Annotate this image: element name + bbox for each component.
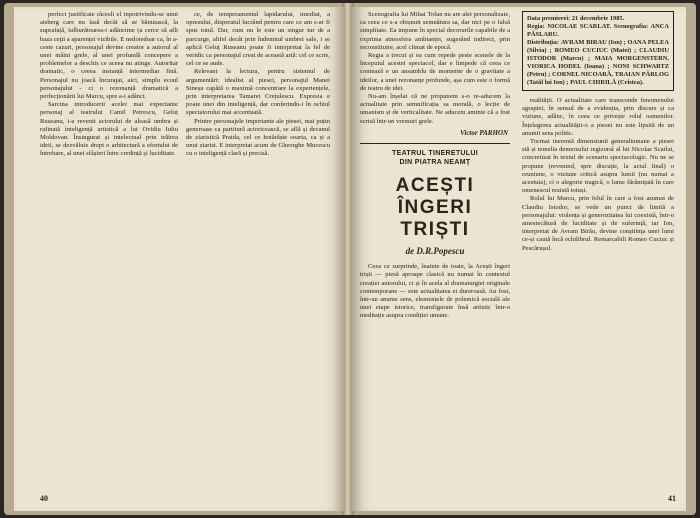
left-page — [14, 7, 344, 511]
credits-box — [522, 11, 674, 91]
paragraph: Nu-am înșelat că ne propunem s-o re-aducem la actualitate prin semnificația sa morală, o lecție de umanism și de verticalitate. Ne aducem aminte că a fost scrisă într-un vremuri grele. — [360, 93, 510, 125]
cast-label: Distribuția: — [527, 39, 559, 46]
theatre-line: TEATRUL TINERETULUI — [392, 150, 478, 158]
paragraph: Scenografia lui Mihai Tofan nu are alei personalizate, ca ceea ce s-a obișnuit semnătura sa, dar nici pe o falsă simplitate. Ea impune în special decorurile capabile de a exprima atmosfera ambianței, sugerând indirect, prin reconstituire, acel climat de epocă. — [360, 11, 510, 51]
direction-value: NICOLAE SCARLAT. Scenografia: ANCA PĂSLARU. — [527, 23, 669, 38]
premiere-label: Data premierei: — [527, 15, 571, 22]
section-divider — [360, 143, 510, 144]
cast-line — [527, 39, 669, 87]
play-title-line: ACEȘTI ÎNGERI — [395, 175, 475, 219]
paragraph: ce, de temperamentul lapidarului, imediat, a opresului, disperatul lucrând pentru care ce am s-ar fi spus totul. Dar, cum nu le este un singur tur de a parcurge, altfel decât prin îndemnul umbrei sale, i se aplică Geluț Ruseanu poate fi interpretat la fel de veridic ca personajul creat de această artă: cel ce scrie, cel ce se aude. — [186, 11, 330, 68]
right-column-2 — [522, 11, 674, 495]
play-title — [360, 175, 510, 241]
theatre-name — [360, 149, 510, 167]
theatre-line: DIN PIATRA NEAMȚ — [399, 159, 471, 167]
paragraph: Relevant la lectura, pentru sistemul de argumentări: idealist al piesei, personajul Manei Sineșu capătă o maximă concentrare la experiențele, prin interpretarea Tamarei Crețulescu. Expresia e poate unei din inteligență, dar conferindu-i în ochiul spectatorului mai accentuată. — [186, 68, 330, 117]
premiere-line — [527, 15, 669, 23]
left-column-1 — [40, 11, 178, 471]
magazine-spread — [4, 3, 696, 515]
paragraph: perfect justificate râcesli el inpotrivindu-se unui aisberg care nu lasă decât să se bănuiască, la suprafață, tulburătoarea-i adâncime (a cerce să afli baza ceții a aparenței vizibile. E nedoiedoar ca, în a-ceste cazuri, personajul devine creator a autorul al unei mâini grele, al unei profundă concepere a problemelor a deschis ce aceea nu atinge. Autoritar dramatic, o ceeea instanță intermediar fină. Personajul nu joacă încurajat, aici, simplu ecoul personajului - ci o rezonanță dramatică a perfecționării lui Marcu, spre a-i adânci. — [40, 11, 178, 101]
premiere-date: 21 decembrie 1985. — [571, 15, 625, 22]
right-column-1 — [360, 11, 510, 501]
left-column-2 — [186, 11, 330, 491]
paragraph: realității. O actualitate care transcende fenomenului agrapiei, în sensul de a evidenția, prin discurs și ca viziune, adânc, în ceea ce privește rolul oamenilor. Înțelegerea actualității-o a piesei nu este lipsită de un anumit sens politic. — [522, 97, 674, 137]
direction-label: Regia: — [527, 23, 545, 30]
paragraph: Printre personajele importante ale piesei, mai puțin generoase ca partitură actoricească, se află și decanul de ziaristică Praida, cel ce hotărăște soarta, ca și a unui ziarist. E interpretat acum de Gheorghe Mucescu cu o inteligență clară și precisă. — [186, 117, 330, 158]
right-page — [352, 7, 686, 511]
direction-line — [527, 23, 669, 39]
play-author: de D.R.Popescu — [405, 246, 465, 257]
author-signature: Victor PARHON — [460, 128, 508, 137]
cast-value: AVRAM BIRAU (Ion) ; OANA PELEA (Silvia) ; ROMEO CUCIUC (Matei) ; CLAUDIU ISTODOR (Marcu) ; MAIA MORGENSTERN, VIORICA HODEL (Ioana) ; NONI SCHWARTZ (Petru) ; CORNEL NICOARĂ, TRAIAN PÂRLOG (Tatăl lui Ion) ; PAUL CHIRILĂ (Cristea). — [527, 39, 669, 86]
paragraph: Tocmai inerentă dimensiunii generaliumane a piesei stă și temelia demersului regizoral al lui Nicolae Scarlat, concretizat în textul de scenariu spectacologic. Nu ne se propune (revenind, spre discuție, la actul final) o reuniune, o viziune critică asupra lumii (nu numai a acestuia), ci o alegorie tragică, o lume fărâmițată în care omenescul rezistă totuși. — [522, 138, 674, 195]
paragraph: Regia a trecut și ea cum repede peste scenele de la începutul acestei spectacol, dar e limpede că ceea ce contează e un ansamblu de momente de o gravitate a ideilor, a unei rezonanțe profunde, așa cum este o formă de teatru de idei. — [360, 52, 510, 92]
paragraph: Sarcina introducerii acelei mai expectante personaj al teatrului Camil Petrescu, Geluț Ruseanu, i-a revenit actorului de aleasă umbra și rafinată inteligență artistică a lui Ovidiu Iuliu Moldovan. Însingurat și intelectual prin trăirea ideii, se dezvăluie drept o arhitectură a efortului de întrebare, al unei sfâșieri între credință și luciditate. — [40, 101, 178, 158]
play-title-line: TRIȘTI — [400, 219, 470, 241]
page-number: 41 — [668, 494, 676, 503]
paragraph: Ceea ce surprinde, înainte de toate, la Acești îngeri triști — piesă aproape clasică nu numai în contextul creației autorului, ci și în acela al dramaturgiei originale contemporane — este actualitatea ei dureroasă. Au fost, într-un anume sens, elementele de polemică socială ale unei etape istorice, transfigurate însă artistic într-o meditație asupra condiției umane. — [360, 263, 510, 320]
page-number: 40 — [40, 494, 48, 503]
paragraph: Rolul lui Marcu, prin felul în care a fost asumat de Claudiu Istodor, se vede un punct de limită a personajului: violența și generozitatea lui coexistă, într-o amestecătură de luciditate și de suferință, iar Ion, interpretat de Avram Birău, devine conștiința unei lumi ce-și caută încă echilibrul. Remarcabili Romeo Cuciuc și Pescărușul. — [522, 195, 674, 252]
